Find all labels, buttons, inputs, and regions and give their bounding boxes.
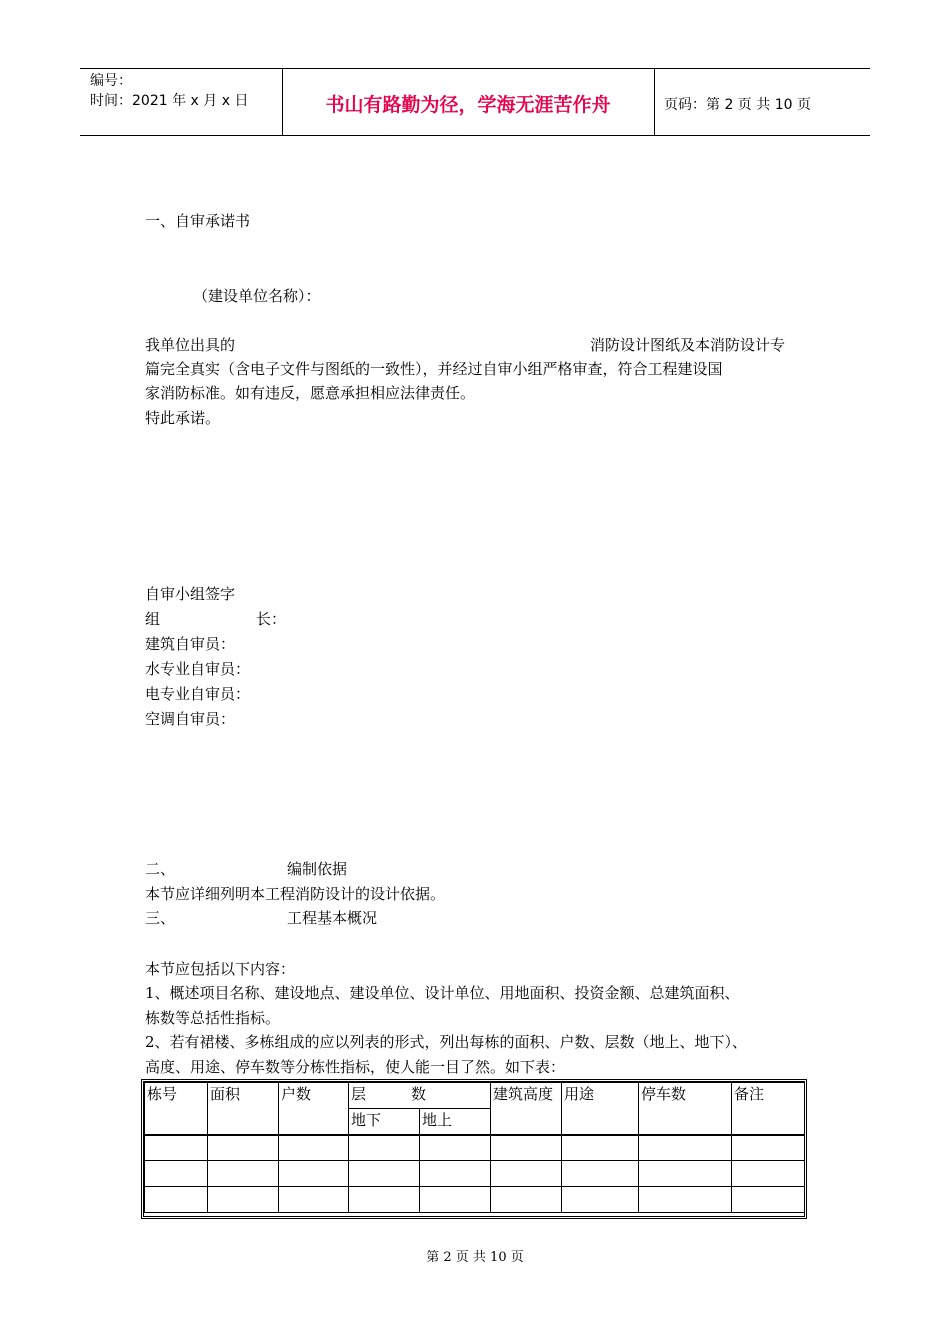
paragraph-text: 篇完全真实（含电子文件与图纸的一致性），并经过自审小组严格审查，符合工程建设国 — [145, 360, 723, 378]
header-cell: 面积 — [208, 1083, 279, 1135]
signature-hvac: 空调自审员： — [145, 710, 236, 728]
signature-leader-label: 组 — [145, 610, 161, 628]
table-cell — [420, 1187, 491, 1213]
table-cell — [639, 1187, 732, 1213]
section-title: 工程基本概况 — [287, 909, 378, 927]
table-cell — [145, 1187, 208, 1213]
table-cell — [732, 1187, 805, 1213]
table-cell — [208, 1161, 279, 1187]
header-cell: 地下 — [349, 1109, 420, 1135]
section-title: 编制依据 — [287, 860, 348, 878]
table-cell — [562, 1161, 639, 1187]
list-item: 2、若有裙楼、多栋组成的应以列表的形式，列出每栋的面积、户数、层数（地上、地下）、 — [145, 1033, 748, 1051]
table-row — [145, 1161, 805, 1187]
table-cell — [279, 1161, 349, 1187]
header-cell-text: 层 — [351, 1085, 367, 1103]
header-motto: 书山有路勤为径，学海无涯苦作舟 — [325, 94, 611, 116]
header-cell: 栋号 — [145, 1083, 208, 1135]
table-cell — [562, 1187, 639, 1213]
header-cell: 备注 — [732, 1083, 805, 1135]
section-number: 三、 — [145, 909, 176, 927]
table-cell — [562, 1135, 639, 1161]
table-cell — [145, 1135, 208, 1161]
signature-water: 水专业自审员： — [145, 660, 251, 678]
section-title: 一、自审承诺书 — [145, 212, 251, 230]
table-cell — [349, 1161, 420, 1187]
paragraph-text: 我单位出具的 — [145, 336, 236, 354]
header-cell: 户数 — [279, 1083, 349, 1135]
list-item: 高度、用途、停车数等分栋性指标，使人能一目了然。如下表： — [145, 1058, 566, 1076]
signature-electric: 电专业自审员： — [145, 685, 251, 703]
table-cell — [349, 1135, 420, 1161]
page-footer: 第 2 页 共 10 页 — [426, 1250, 524, 1265]
header-cell: 建筑高度 — [491, 1083, 562, 1135]
time-label: 时间：2021 年 x 月 x 日 — [90, 93, 249, 109]
paragraph-text: 消防设计图纸及本消防设计专 — [590, 336, 786, 354]
header-top-rule — [80, 68, 870, 69]
table-cell — [349, 1187, 420, 1213]
building-table-grid — [144, 1082, 805, 1213]
table-cell — [279, 1187, 349, 1213]
signature-architecture: 建筑自审员： — [145, 635, 236, 653]
addressee: （建设单位名称）： — [193, 287, 321, 305]
table-row — [145, 1187, 805, 1213]
serial-label: 编号： — [90, 73, 132, 89]
section-number: 二、 — [145, 860, 176, 878]
signature-leader-label: 长： — [256, 610, 287, 628]
header-cell-floors — [349, 1083, 491, 1109]
section-intro: 本节应包括以下内容： — [145, 960, 296, 978]
table-cell — [491, 1135, 562, 1161]
section-description: 本节应详细列明本工程消防设计的设计依据。 — [145, 885, 446, 903]
paragraph-text: 家消防标准。如有违反，愿意承担相应法律责任。 — [145, 384, 476, 402]
table-cell — [491, 1187, 562, 1213]
header-cell: 停车数 — [639, 1083, 732, 1135]
table-cell — [420, 1135, 491, 1161]
header-cell: 用途 — [562, 1083, 639, 1135]
table-cell — [639, 1135, 732, 1161]
header-cell-text: 数 — [411, 1085, 427, 1103]
list-item: 栋数等总括性指标。 — [145, 1009, 281, 1027]
table-cell — [732, 1135, 805, 1161]
closing-text: 特此承诺。 — [145, 409, 221, 427]
table-cell — [208, 1135, 279, 1161]
list-item: 1、概述项目名称、建设地点、建设单位、设计单位、用地面积、投资金额、总建筑面积、 — [145, 984, 740, 1002]
page-label: 页码：第 2 页 共 10 页 — [664, 97, 811, 113]
header-bottom-rule — [80, 135, 870, 136]
header-cell: 地上 — [420, 1109, 491, 1135]
signature-title: 自审小组签字 — [145, 585, 236, 603]
table-cell — [208, 1187, 279, 1213]
table-cell — [491, 1161, 562, 1187]
table-row — [145, 1135, 805, 1161]
table-cell — [732, 1161, 805, 1187]
building-table — [141, 1079, 807, 1219]
table-cell — [420, 1161, 491, 1187]
table-cell — [639, 1161, 732, 1187]
table-cell — [279, 1135, 349, 1161]
table-cell — [145, 1161, 208, 1187]
header-divider — [654, 68, 655, 135]
